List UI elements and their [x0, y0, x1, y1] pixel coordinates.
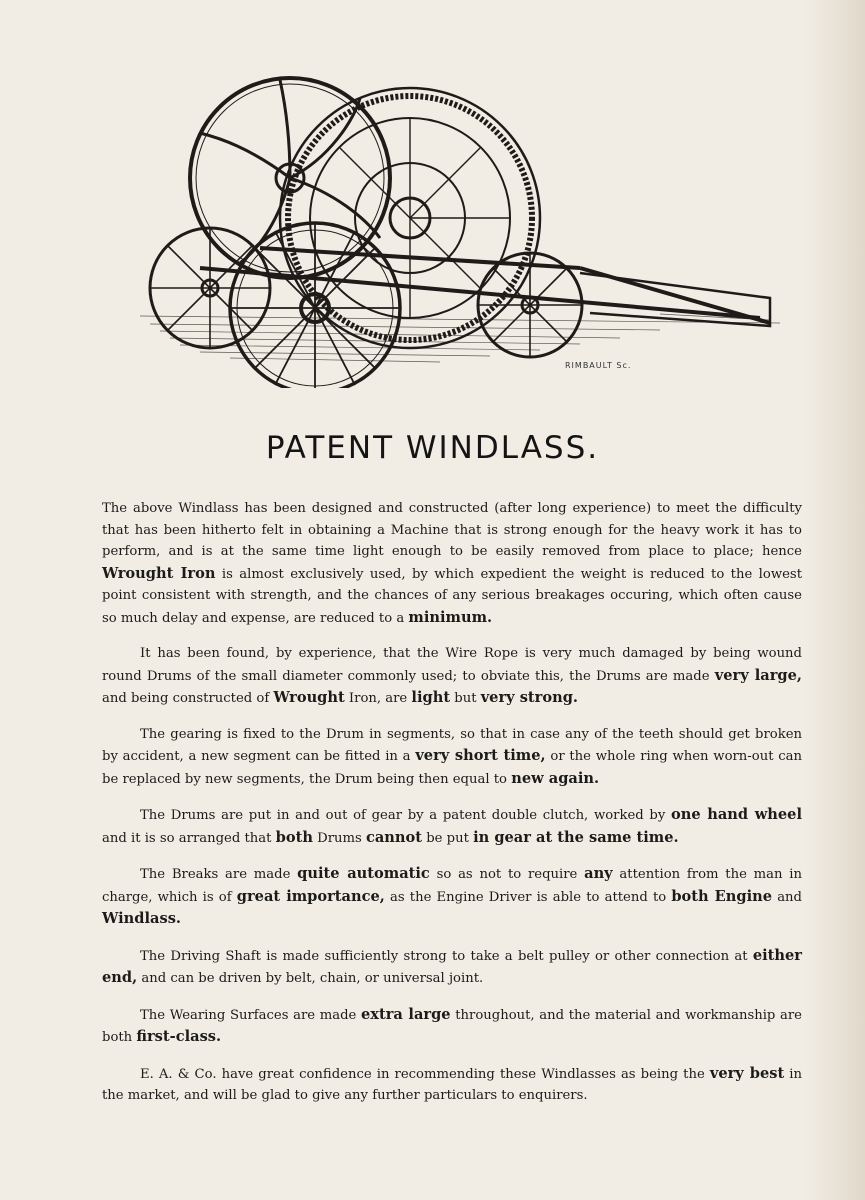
page-edge-stain	[805, 0, 865, 1200]
emphasis: light	[411, 689, 451, 706]
text-run: The Driving Shaft is made sufficiently strong to take a belt pulley or other connection at	[140, 948, 753, 964]
text-run: The Breaks are made	[140, 867, 298, 882]
emphasis: quite automatic	[297, 865, 430, 882]
engraver-signature: RIMBAULT Sc.	[565, 361, 632, 370]
emphasis: new again.	[511, 769, 600, 787]
text-run: Drums	[312, 830, 366, 846]
emphasis: very large,	[714, 666, 802, 684]
text-run: throughout, and the material and workmanship are both	[102, 1007, 802, 1045]
paragraph	[102, 1004, 802, 1049]
paragraph	[102, 863, 802, 931]
text-run: The gearing is fixed to the Drum in segments, so that in case any of the teeth should get broken by accident, a new segment can be fitted in a	[102, 726, 802, 764]
text-run: attention from the man in charge, which is of	[102, 867, 802, 905]
emphasis: either end,	[102, 946, 802, 986]
emphasis: both Engine	[671, 887, 773, 905]
text-run: as the Engine Driver is able to attend to	[384, 889, 672, 905]
emphasis: great importance,	[236, 887, 385, 905]
emphasis: very best	[709, 1064, 785, 1082]
text-run: be put	[422, 830, 474, 846]
paragraph	[102, 804, 802, 849]
text-run: but	[450, 691, 481, 706]
emphasis: Wrought	[273, 689, 345, 706]
emphasis: one hand wheel	[671, 806, 802, 823]
text-run: or the whole ring when worn-out can be replaced by new segments, the Drum being then equal to	[102, 749, 802, 787]
paragraph	[102, 498, 802, 629]
emphasis: in gear at the same time.	[473, 828, 679, 846]
text-run: E. A. & Co. have great confidence in recommending these Windlasses as being the	[140, 1066, 710, 1082]
text-run: and can be driven by belt, chain, or universal joint.	[137, 971, 484, 986]
emphasis: minimum.	[408, 608, 493, 626]
text-run: The above Windlass has been designed and constructed (after long experience) to meet the difficulty that has been hitherto felt in obtaining a Machine that is strong enough for the heavy work it has to perform, and is at the same time light enough to be easily removed from place to place; hence	[102, 501, 802, 559]
paragraph	[102, 724, 802, 791]
text-run: so as not to require	[429, 867, 585, 882]
text-run: The Drums are put in and out of gear by a patent double clutch, worked by	[140, 808, 672, 823]
text-run: is almost exclusively used, by which expedient the weight is reduced to the lowest point consistent with strength, and the chances of any serious breakages occuring, which often cause so much delay and expense, are reduced to a	[102, 566, 802, 626]
body-text	[102, 498, 802, 1121]
paragraph	[102, 945, 802, 990]
text-run: and being constructed of	[102, 691, 274, 706]
emphasis: both	[275, 828, 313, 846]
emphasis: any	[584, 865, 613, 882]
emphasis: cannot	[365, 828, 423, 846]
emphasis: Windlass.	[102, 910, 182, 927]
text-run: It has been found, by experience, that the Wire Rope is very much damaged by being wound round Drums of the small diameter commonly used; to obviate this, the Drums are made	[102, 646, 802, 684]
paragraph	[102, 1063, 802, 1107]
text-run: in the market, and will be glad to give any further particulars to enquirers.	[102, 1066, 802, 1103]
emphasis: extra large	[361, 1005, 451, 1023]
emphasis: Wrought Iron	[102, 564, 216, 582]
windlass-engraving	[140, 68, 780, 388]
text-run: Iron, are	[344, 691, 412, 706]
emphasis: very short time,	[415, 747, 546, 764]
text-run: The Wearing Surfaces are made	[140, 1007, 362, 1023]
paragraph	[102, 643, 802, 710]
text-run: and it is so arranged that	[102, 830, 276, 846]
emphasis: very strong.	[480, 689, 578, 706]
page-title: PATENT WINDLASS.	[265, 430, 600, 466]
text-run: and	[772, 889, 802, 905]
emphasis: first-class.	[136, 1028, 222, 1045]
